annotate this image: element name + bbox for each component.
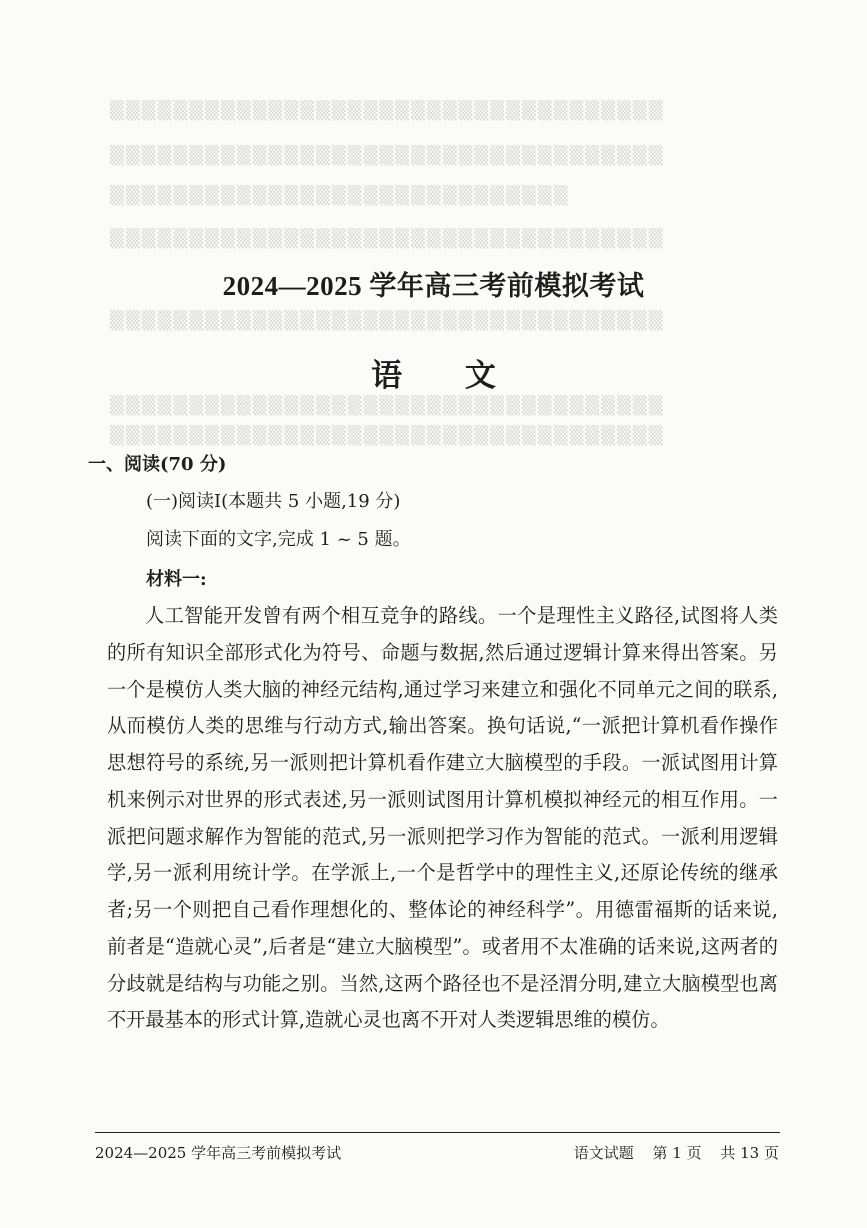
exam-title: 2024—2025 学年高三考前模拟考试 (222, 271, 645, 301)
footer-page-info (560, 1142, 779, 1163)
footer-exam-title: 2024—2025 学年高三考前模拟考试 (95, 1144, 342, 1162)
question-instruction: 阅读下面的文字,完成 1 ~ 5 题。 (146, 529, 411, 550)
bleed-through-line: ▒▒▒▒▒▒▒▒▒▒▒▒▒▒▒▒▒▒▒▒▒▒▒▒▒▒▒▒▒▒▒▒▒▒▒ (110, 310, 665, 331)
bleed-through-line: ▒▒▒▒▒▒▒▒▒▒▒▒▒▒▒▒▒▒▒▒▒▒▒▒▒▒▒▒▒▒▒▒▒▒▒ (110, 228, 665, 249)
bleed-through-line: ▒▒▒▒▒▒▒▒▒▒▒▒▒▒▒▒▒▒▒▒▒▒▒▒▒▒▒▒▒▒▒▒▒▒▒ (110, 145, 665, 166)
bleed-through-line: ▒▒▒▒▒▒▒▒▒▒▒▒▒▒▒▒▒▒▒▒▒▒▒▒▒▒▒▒▒ (110, 185, 570, 206)
footer-subject-label: 语文试题 (573, 1144, 634, 1162)
bleed-through-line: ▒▒▒▒▒▒▒▒▒▒▒▒▒▒▒▒▒▒▒▒▒▒▒▒▒▒▒▒▒▒▒▒▒▒▒ (110, 425, 665, 446)
subsection-heading: (一)阅读Ⅰ(本题共 5 小题,19 分) (146, 491, 401, 512)
footer-page-number: 第 1 页 (652, 1144, 702, 1162)
bleed-through-line: ▒▒▒▒▒▒▒▒▒▒▒▒▒▒▒▒▒▒▒▒▒▒▒▒▒▒▒▒▒▒▒▒▒▒▒ (110, 395, 665, 416)
section-heading: 一、阅读(70 分) (88, 454, 227, 475)
subject-title: 语 文 (371, 358, 522, 394)
bleed-through-line: ▒▒▒▒▒▒▒▒▒▒▒▒▒▒▒▒▒▒▒▒▒▒▒▒▒▒▒▒▒▒▒▒▒▒▒ (110, 100, 665, 121)
material-label: 材料一: (146, 569, 207, 590)
reading-passage: 人工智能开发曾有两个相互竞争的路线。一个是理性主义路径,试图将人类的所有知识全部形式化为符号、命题与数据,然后通过逻辑计算来得出答案。另一个是模仿人类大脑的神经元结构,通过学习来建立和强化不同单元之间的联系,从而模仿人类的思维与行动方式,输出答案。换句话说,“一派把计算机看作操作思想符号的系统,另一派则把计算机看作建立大脑模型的手段。一派试图用计算机来例示对世界的形式表述,另一派则试图用计算机模拟神经元的相互作用。一派把问题求解作为智能的范式,另一派则把学习作为智能的范式。一派利用逻辑学,另一派利用统计学。在学派上,一个是哲学中的理性主义,还原论传统的继承者;另一个则把自己看作理想化的、整体论的神经科学”。用德雷福斯的话来说,前者是“造就心灵”,后者是“建立大脑模型”。或者用不太准确的话来说,这两者的分歧就是结构与功能之别。当然,这两个路径也不是泾渭分明,建立大脑模型也离不开最基本的形式计算,造就心灵也离不开对人类逻辑思维的模仿。 (107, 604, 778, 1032)
footer-total-pages: 共 13 页 (720, 1144, 779, 1162)
footer-divider (95, 1132, 780, 1133)
